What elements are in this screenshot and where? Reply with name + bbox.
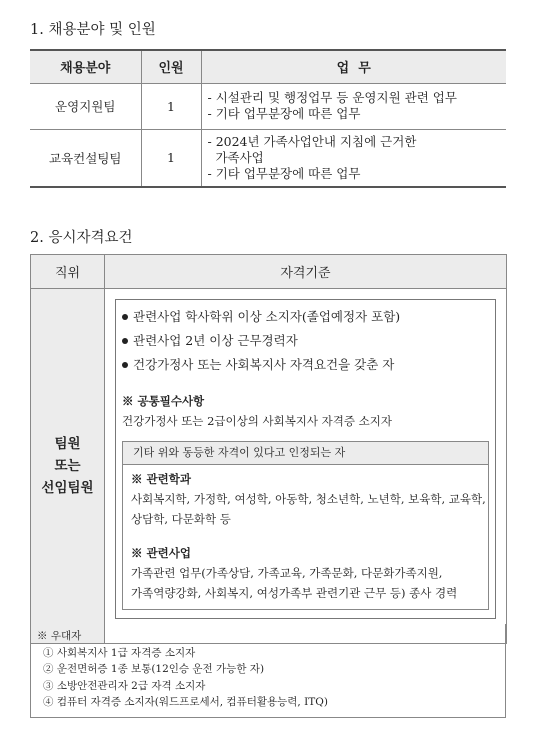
header-duty: 업 무	[201, 50, 506, 83]
bullet-item: 관련사업 학사학위 이상 소지자(졸업예정자 포함)	[122, 305, 489, 329]
common-text: 건강가정사 또는 2급이상의 사회복지사 자격증 소지자	[122, 414, 392, 428]
equivalent-box	[122, 441, 489, 610]
count-cell: 1	[141, 129, 201, 187]
duty-line: - 2024년 가족사업안내 지침에 근거한	[207, 133, 417, 149]
criteria-box	[115, 299, 496, 619]
dept-heading: ※ 관련학과	[131, 472, 191, 486]
position-cell	[31, 289, 105, 644]
bullet-dot-icon	[122, 362, 128, 368]
bullet-dot-icon	[122, 314, 128, 320]
biz-line: 가족역량강화, 사회복지, 여성가족부 관련기관 근무 등) 종사 경력	[131, 586, 458, 600]
table-header-row	[31, 255, 507, 289]
dept-line: 상담학, 다문화학 등	[131, 512, 231, 526]
position-line: 팀원	[54, 436, 81, 452]
duty-cell	[201, 83, 506, 129]
qualification-table	[30, 254, 507, 644]
position-line: 또는	[54, 458, 81, 474]
equivalent-body	[123, 465, 488, 609]
preference-item: ③ 소방안전관리자 2급 자격 소지자	[43, 679, 206, 692]
recruitment-table	[30, 49, 506, 188]
header-count: 인원	[141, 50, 201, 83]
table-row	[30, 129, 506, 187]
bullet-item: 건강가정사 또는 사회복지사 자격요건을 갖춘 자	[122, 353, 489, 377]
table-row	[31, 289, 507, 644]
duty-line: - 기타 업무분장에 따른 업무	[207, 106, 361, 121]
section-2-title: 2. 응시자격요건	[30, 230, 133, 246]
dept-line: 사회복지학, 가정학, 여성학, 아동학, 청소년학, 노년학, 보육학, 교육학,	[131, 492, 486, 506]
duty-line: - 기타 업무분장에 따른 업무	[207, 165, 361, 181]
bullet-dot-icon	[122, 338, 128, 344]
table-header-row	[30, 50, 506, 83]
header-criteria: 자격기준	[105, 255, 507, 289]
position-line: 선임팀원	[41, 480, 94, 496]
duty-cell	[201, 129, 506, 187]
common-heading: ※ 공통필수사항	[122, 394, 205, 408]
biz-heading: ※ 관련사업	[131, 546, 191, 560]
table-row	[30, 83, 506, 129]
field-cell: 운영지원팀	[30, 83, 141, 129]
header-field: 채용분야	[30, 50, 141, 83]
preference-item: ① 사회복지사 1급 자격증 소지자	[43, 646, 196, 659]
biz-line: 가족관련 업무(가족상담, 가족교육, 가족문화, 다문화가족지원,	[131, 566, 443, 580]
preference-item: ② 운전면허증 1종 보통(12인승 운전 가능한 자)	[43, 663, 265, 675]
preference-box	[30, 624, 506, 718]
equivalent-heading: 기타 위와 동등한 자격이 있다고 인정되는 자	[123, 442, 488, 465]
count-cell: 1	[141, 83, 201, 129]
preference-heading: ※ 우대자	[37, 630, 82, 642]
section-1-title: 1. 채용분야 및 인원	[30, 22, 156, 38]
header-position: 직위	[31, 255, 105, 289]
field-cell: 교육컨설팅팀	[30, 129, 141, 187]
preference-item: ④ 컴퓨터 자격증 소지자(워드프로세서, 컴퓨터활용능력, ITQ)	[43, 696, 328, 708]
duty-line: 가족사업	[207, 149, 264, 165]
criteria-cell	[105, 289, 507, 644]
duty-line: - 시설관리 및 행정업무 등 운영지원 관련 업무	[207, 90, 457, 105]
bullet-item: 관련사업 2년 이상 근무경력자	[122, 329, 489, 353]
